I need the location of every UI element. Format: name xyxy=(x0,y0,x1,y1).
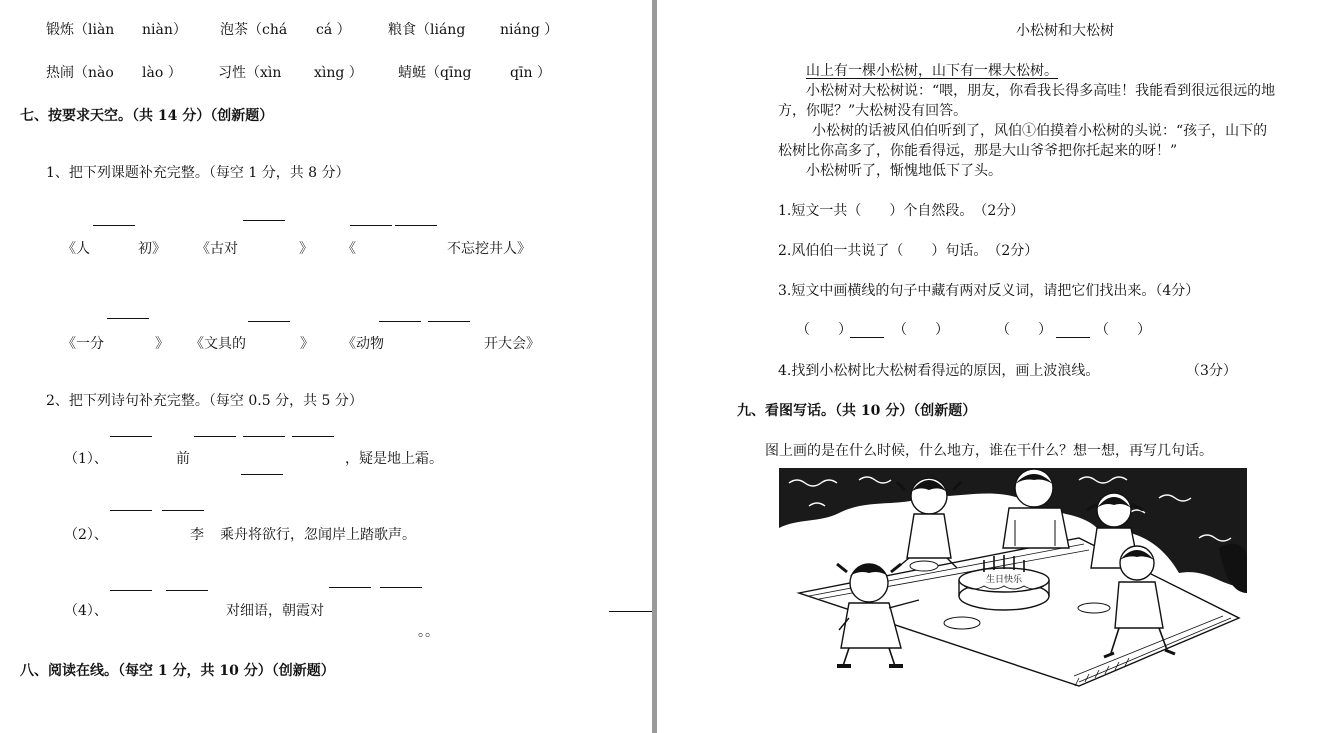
story-paragraph: 松树比你高多了，你能看得远，那是大山爷爷把你托起来的呀！” xyxy=(778,143,1178,159)
pinyin-word: 热闹 xyxy=(46,65,74,81)
pinyin-option: cá ） xyxy=(316,22,351,38)
poem-number: （1）、 xyxy=(64,451,108,467)
title-fragment: 开大会》 xyxy=(484,336,540,352)
pinyin-option: niàn） xyxy=(142,22,187,38)
story-paragraph: 方，你呢？”大松树没有回答。 xyxy=(778,103,968,119)
title-fragment: 《 xyxy=(342,241,356,257)
title-fragment: 》 xyxy=(155,336,169,352)
pinyin-option: （xìn xyxy=(246,65,282,81)
fill-blank xyxy=(93,225,135,226)
pinyin-option: lào ） xyxy=(142,65,182,81)
title-fragment: 》 xyxy=(300,336,314,352)
poem-text: 前 xyxy=(176,451,190,467)
story-paragraph: 小松树的话被风伯伯听到了，风伯①伯摸着小松树的头说：“孩子，山下的 xyxy=(812,123,1268,139)
fill-blank xyxy=(329,587,371,588)
question-text: 3.短文中画横线的句子中藏有两对反义词，请把它们找出来。（4分） xyxy=(778,283,1200,299)
pinyin-option: （nào xyxy=(74,65,114,81)
answer-paren: （ ） xyxy=(796,322,852,338)
answer-paren: （ ） xyxy=(1095,322,1151,338)
story-title: 小松树和大松树 xyxy=(1016,23,1114,39)
pinyin-word: 蜻蜓 xyxy=(398,65,426,81)
fill-blank xyxy=(194,436,236,437)
pinyin-option: （liàn xyxy=(74,22,115,38)
question-text: 2、把下列诗句补充完整。（每空 0.5 分，共 5 分） xyxy=(46,393,363,409)
fill-blank xyxy=(110,590,152,591)
title-fragment: 《动物 xyxy=(342,336,384,352)
fill-blank xyxy=(350,225,392,226)
title-fragment: 《人 xyxy=(62,241,90,257)
fill-blank xyxy=(107,318,149,319)
question-text: 4.找到小松树比大松树看得远的原因，画上波浪线。 xyxy=(778,363,1100,379)
pinyin-option: xìng ） xyxy=(314,65,363,81)
title-fragment: 不忘挖井人》 xyxy=(447,241,531,257)
fill-blank xyxy=(166,590,208,591)
fill-blank xyxy=(428,321,470,322)
title-fragment: 《文具的 xyxy=(190,336,246,352)
section-heading: 九、看图写话。（共 10 分）（创新题） xyxy=(737,403,977,419)
poem-text: 。。 xyxy=(418,624,439,640)
pinyin-word: 粮食 xyxy=(388,22,416,38)
page-divider xyxy=(652,0,657,733)
fill-blank xyxy=(248,321,290,322)
story-paragraph: 山上有一棵小松树，山下有一棵大松树。 xyxy=(806,63,1058,79)
fill-blank xyxy=(243,436,285,437)
pinyin-word: 习性 xyxy=(218,65,246,81)
poem-text: 乘舟将欲行，忽闻岸上踏歌声。 xyxy=(220,527,416,543)
fill-blank xyxy=(850,337,884,338)
story-paragraph: 小松树对大松树说：“喂，朋友，你看我长得多高哇！我能看到很远很远的地 xyxy=(806,83,1276,99)
fill-blank xyxy=(241,474,283,475)
title-fragment: 《古对 xyxy=(196,241,238,257)
plate xyxy=(944,617,980,629)
pinyin-option: （liáng xyxy=(416,22,466,38)
fill-blank xyxy=(1056,337,1090,338)
story-paragraph: 小松树听了，惭愧地低下了头。 xyxy=(806,163,1002,179)
picnic-illustration xyxy=(779,468,1247,688)
pinyin-option: niáng ） xyxy=(500,22,559,38)
poem-text: 对细语，朝霞对 xyxy=(226,603,324,619)
fill-blank xyxy=(162,510,204,511)
answer-paren: （ ） xyxy=(996,322,1052,338)
question-text: 2.风伯伯一共说了（ ）句话。 （2分） xyxy=(778,243,1039,259)
pinyin-option: （qīng xyxy=(426,65,472,81)
fill-blank xyxy=(379,321,421,322)
pinyin-word: 泡茶 xyxy=(220,22,248,38)
score-label: （3分） xyxy=(1186,363,1237,379)
fill-blank xyxy=(243,220,285,221)
fill-blank xyxy=(110,510,152,511)
answer-paren: （ ） xyxy=(893,322,949,338)
title-fragment: 《一分 xyxy=(62,336,104,352)
fill-blank xyxy=(292,436,334,437)
question-text: 1、把下列课题补充完整。（每空 1 分，共 8 分） xyxy=(46,165,350,181)
pinyin-option: （chá xyxy=(248,22,288,38)
pinyin-option: qīn ） xyxy=(510,65,551,81)
poem-number: （2）、 xyxy=(64,527,108,543)
section-heading: 八、阅读在线。（每空 1 分，共 10 分）（创新题） xyxy=(20,663,335,679)
section-heading: 七、按要求天空。（共 14 分）（创新题） xyxy=(20,108,274,124)
plate xyxy=(1078,603,1110,613)
pinyin-word: 锻炼 xyxy=(46,22,74,38)
question-text: 1.短文一共（ ）个自然段。 （2分） xyxy=(778,203,1025,219)
plate xyxy=(910,561,938,571)
poem-text: ，疑是地上霜。 xyxy=(345,451,443,467)
poem-text: 李 xyxy=(190,527,204,543)
question-text: 图上画的是在什么时候，什么地方，谁在干什么？想一想，再写几句话。 xyxy=(765,443,1213,459)
title-fragment: 》 xyxy=(299,241,313,257)
fill-blank xyxy=(110,436,152,437)
poem-number: （4）、 xyxy=(64,603,108,619)
title-fragment: 初》 xyxy=(138,241,166,257)
fill-blank xyxy=(380,587,422,588)
fill-blank xyxy=(395,225,437,226)
fill-blank xyxy=(609,611,652,612)
cake-text: 生日快乐 xyxy=(985,575,1023,585)
